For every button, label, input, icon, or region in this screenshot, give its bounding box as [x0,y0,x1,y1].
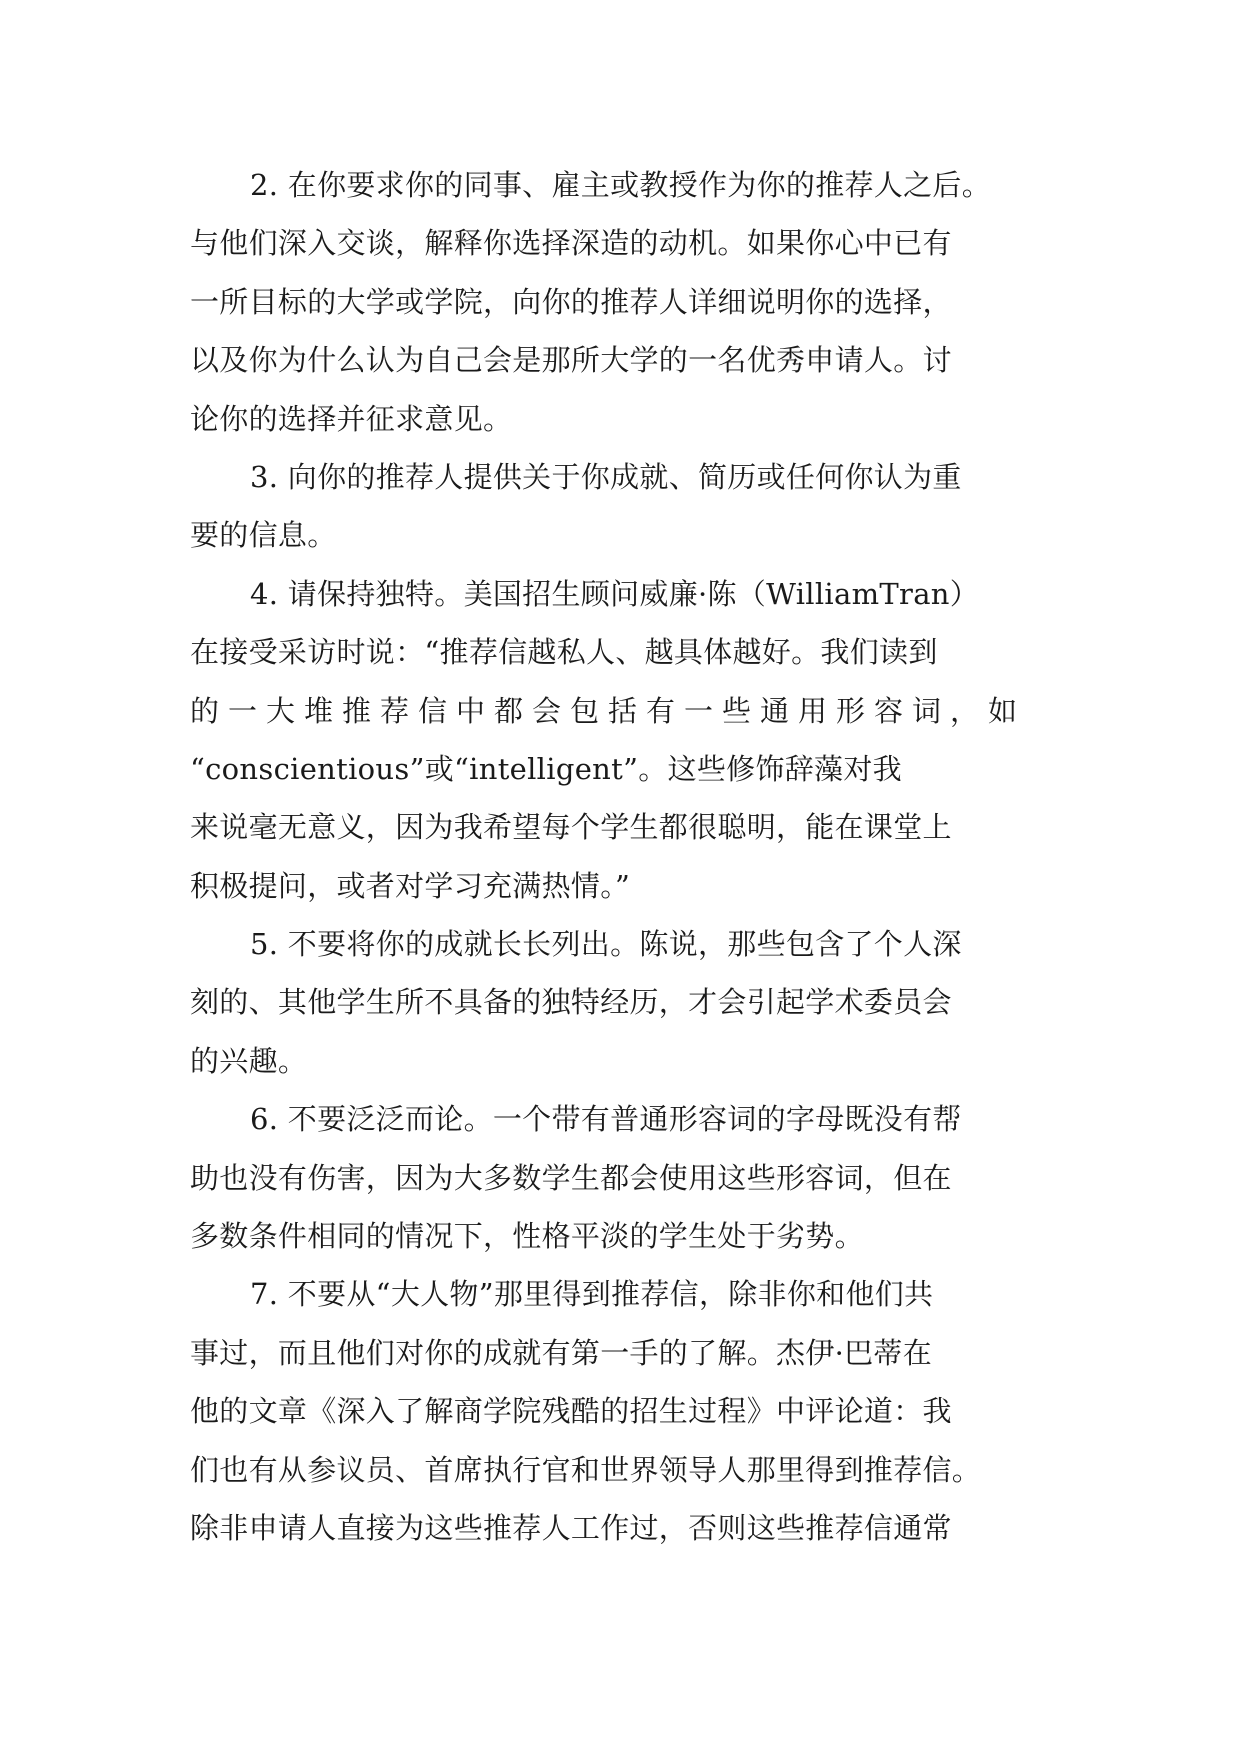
paragraph-5 [190,915,1090,1090]
paragraph-7 [190,1265,1090,1557]
paragraph-line: 6. 不要泛泛而论。一个带有普通形容词的字母既没有帮 [250,1102,962,1137]
document-body [190,156,1090,1557]
paragraph-line: 2. 在你要求你的同事、雇主或教授作为你的推荐人之后。 [250,168,991,202]
paragraph-line: 的一大堆推荐信中都会包括有一些通用形容词，如 [190,693,1027,728]
paragraph-line: 多数条件相同的情况下，性格平淡的学生处于劣势。 [190,1219,864,1254]
paragraph-6 [190,1090,1090,1265]
paragraph-4 [190,565,1090,915]
paragraph-line: 7. 不要从“大人物”那里得到推荐信，除非你和他们共 [250,1277,934,1312]
paragraph-line: 除非申请人直接为这些推荐人工作过，否则这些推荐信通常 [190,1510,952,1545]
paragraph-line: 积极提问，或者对学习充满热情。” [190,868,631,903]
paragraph-line: 5. 不要将你的成就长长列出。陈说，那些包含了个人深 [250,927,962,962]
paragraph-line: 以及你为什么认为自己会是那所大学的一名优秀申请人。讨 [190,343,952,378]
paragraph-line: 来说毫无意义，因为我希望每个学生都很聪明，能在课堂上 [190,810,952,845]
paragraph-line: 要的信息。 [190,518,337,553]
paragraph-3 [190,448,1090,565]
paragraph-line: 在接受采访时说：“推荐信越私人、越具体越好。我们读到 [190,635,938,670]
paragraph-line: 的兴趣。 [190,1043,308,1078]
paragraph-line: 一所目标的大学或学院，向你的推荐人详细说明你的选择， [190,284,952,319]
paragraph-2 [190,156,1090,448]
paragraph-line: 刻的、其他学生所不具备的独特经历，才会引起学术委员会 [190,985,952,1020]
paragraph-line: 3. 向你的推荐人提供关于你成就、简历或任何你认为重 [250,459,962,494]
paragraph-line: 事过，而且他们对你的成就有第一手的了解。杰伊·巴蒂在 [190,1335,933,1370]
paragraph-line: 与他们深入交谈，解释你选择深造的动机。如果你心中已有 [190,226,952,261]
paragraph-line: 4. 请保持独特。美国招生顾问威廉·陈（WilliamTran） [250,576,980,611]
paragraph-line: “conscientious”或“intelligent”。这些修饰辞藻对我 [190,751,902,786]
paragraph-line: 他的文章《深入了解商学院残酷的招生过程》中评论道：我 [190,1394,952,1429]
paragraph-line: 论你的选择并征求意见。 [190,401,513,436]
paragraph-line: 助也没有伤害，因为大多数学生都会使用这些形容词，但在 [190,1160,952,1195]
paragraph-line: 们也有从参议员、首席执行官和世界领导人那里得到推荐信。 [190,1452,982,1487]
